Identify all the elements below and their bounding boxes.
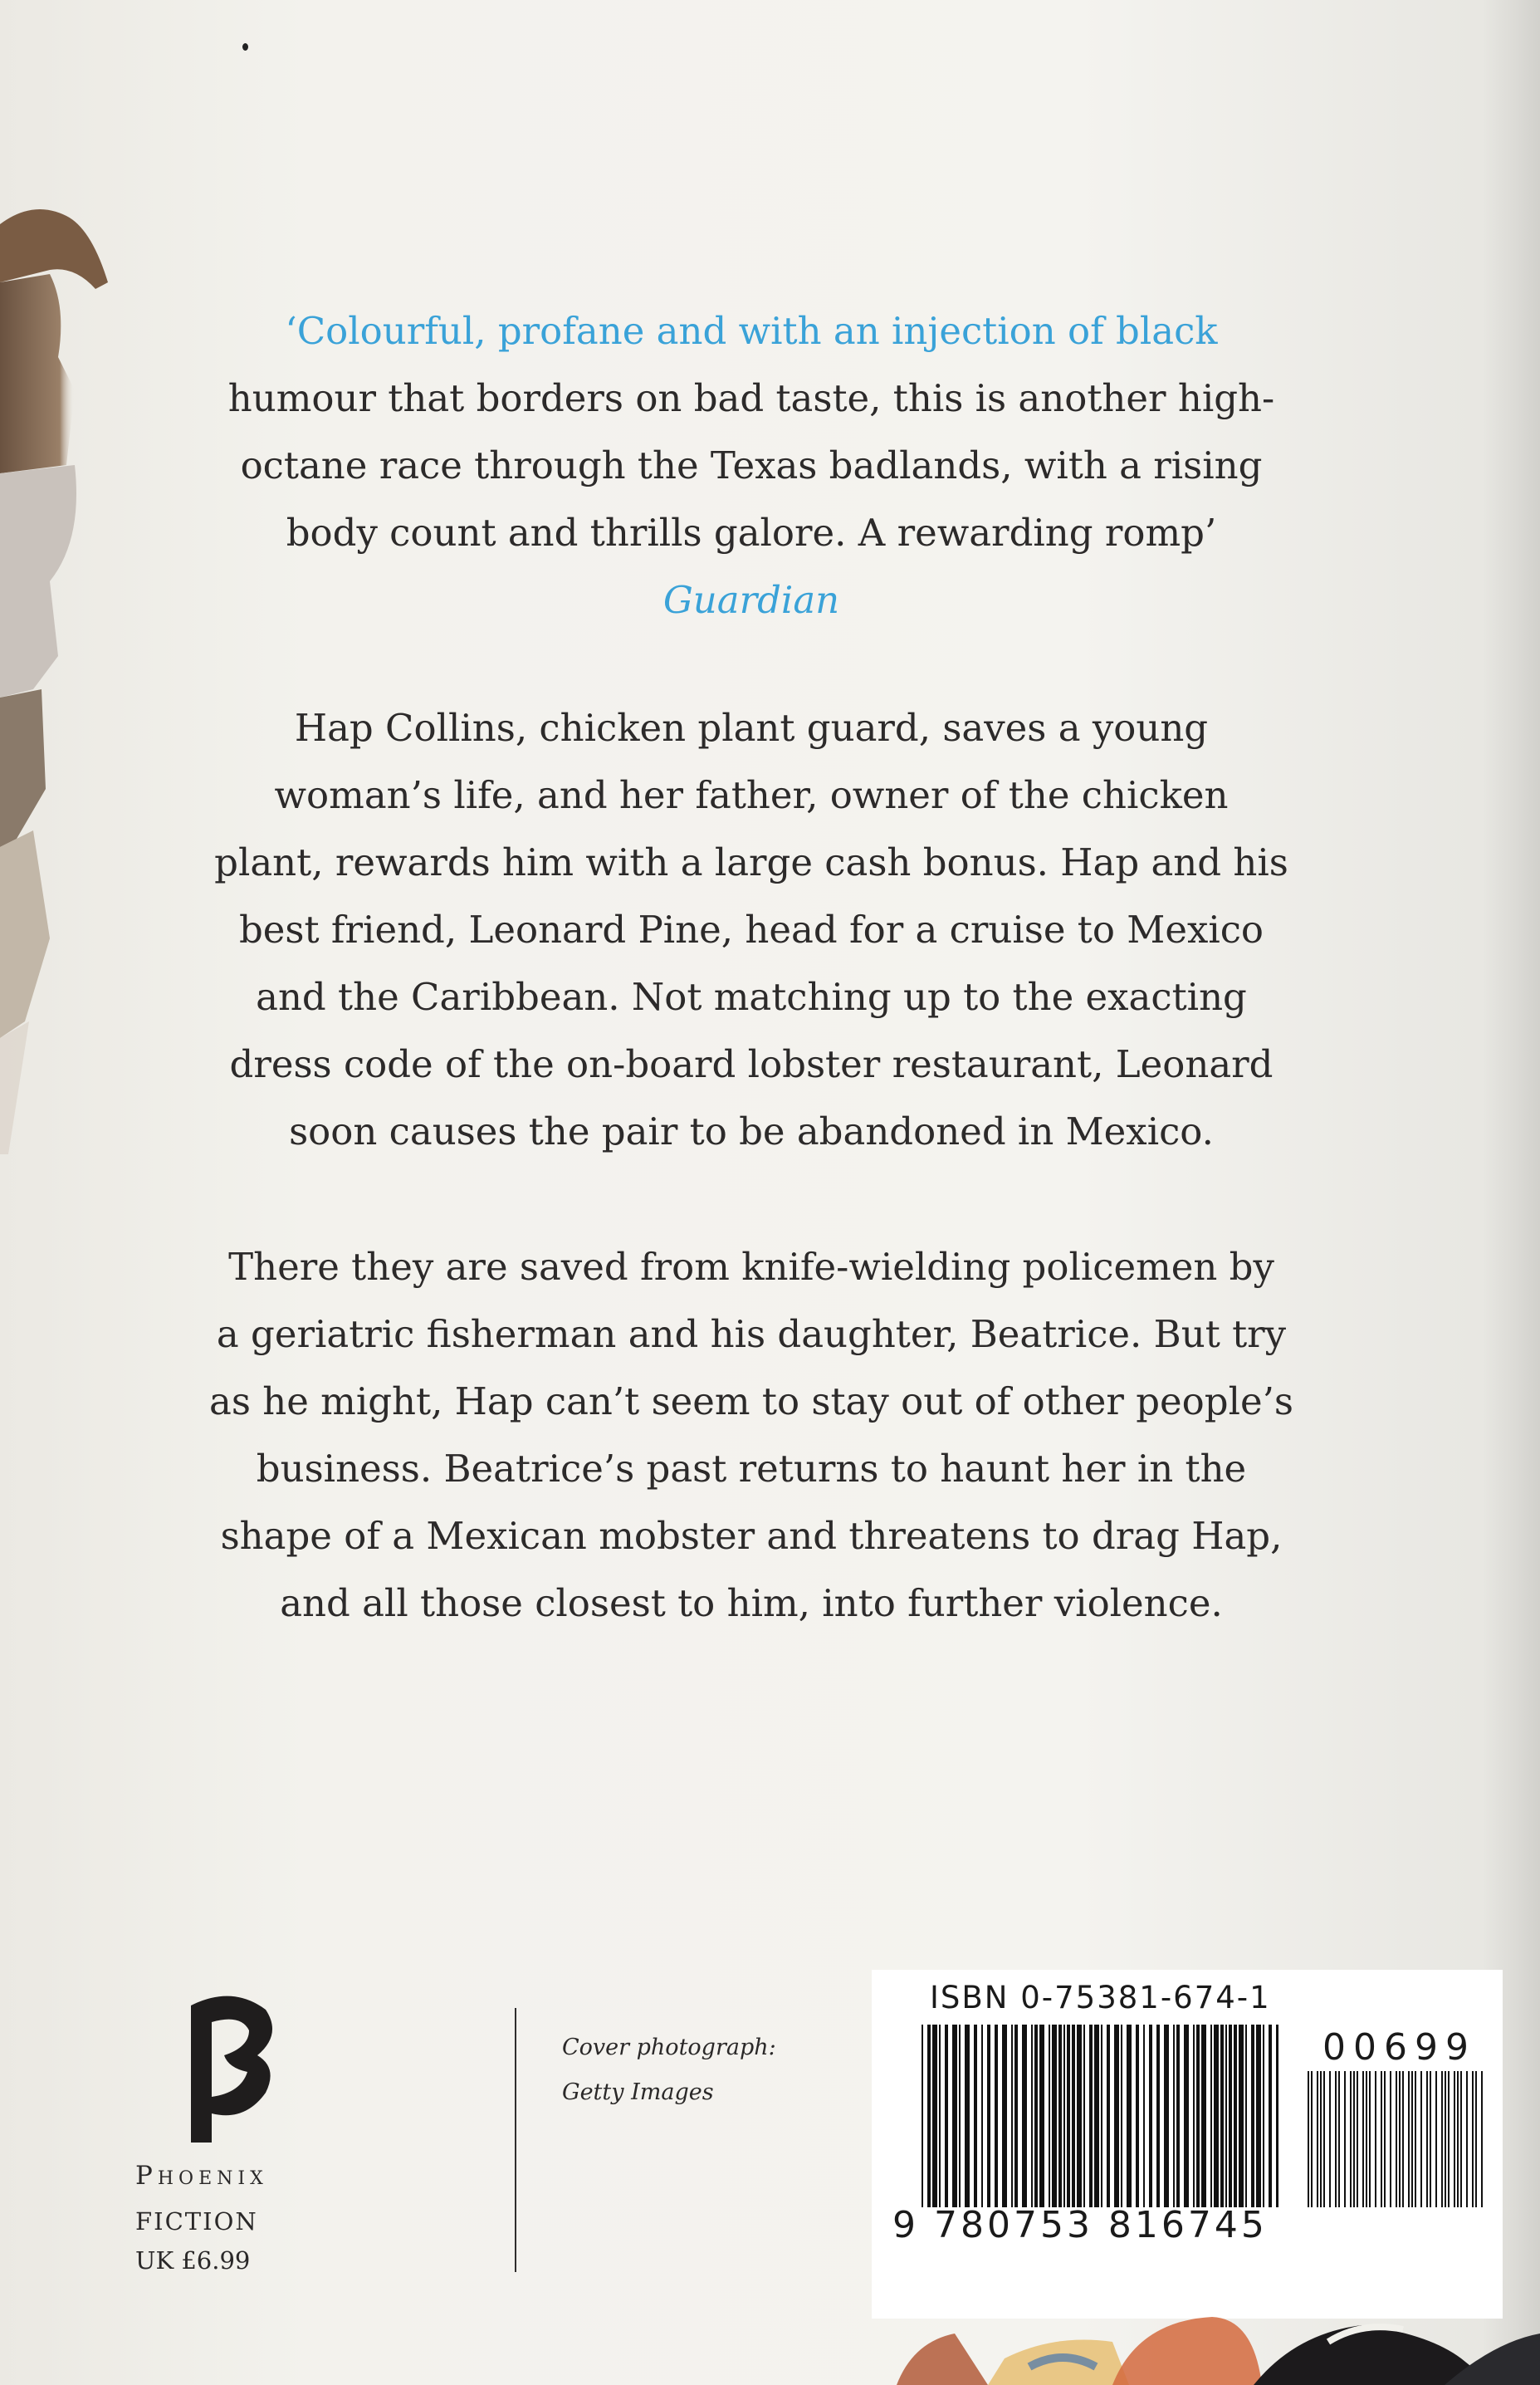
barcode-bar: [1173, 2025, 1175, 2207]
barcode-bar: [1193, 2025, 1195, 2207]
barcode-bar: [1357, 2071, 1358, 2207]
barcode-bar: [1245, 2025, 1247, 2207]
barcode-bar: [1415, 2071, 1416, 2207]
barcode-bar: [1369, 2071, 1371, 2207]
cover-credit-value: Getty Images: [562, 2079, 714, 2105]
phoenix-logo-icon: [166, 1989, 282, 2147]
barcode-bar: [1335, 2071, 1337, 2207]
review-quote: [199, 297, 1303, 634]
barcode-bar: [1435, 2071, 1437, 2207]
blurb-line: business. Beatrice’s past returns to haunt her in the: [256, 1447, 1247, 1491]
barcode-bar: [1420, 2071, 1422, 2207]
blurb-line: Hap Collins, chicken plant guard, saves a young: [294, 706, 1209, 750]
barcode-bar: [1089, 2025, 1093, 2207]
barcode-bar: [1445, 2071, 1446, 2207]
barcode-bar: [1196, 2025, 1200, 2207]
barcode-bar: [1454, 2071, 1455, 2207]
barcode-bar: [1156, 2025, 1160, 2207]
barcode-bar: [952, 2025, 957, 2207]
barcode-bar: [1058, 2025, 1062, 2207]
barcode-bar: [1107, 2025, 1110, 2207]
barcode-bar: [981, 2025, 983, 2207]
barcode-bar: [1164, 2025, 1169, 2207]
barcode-bar: [1034, 2025, 1038, 2207]
isbn-number: ISBN 0-75381-674-1: [930, 1980, 1271, 2015]
barcode-bar: [1114, 2025, 1119, 2207]
barcode-bar: [1121, 2025, 1122, 2207]
price: UK £6.99: [135, 2246, 251, 2275]
barcode-bar: [1234, 2025, 1237, 2207]
barcode-bar: [1263, 2025, 1264, 2207]
quote-line: humour that borders on bad taste, this is another high-: [227, 376, 1275, 420]
barcode-bar: [1011, 2025, 1013, 2207]
barcode-bar: [1426, 2071, 1428, 2207]
barcode-bar: [1083, 2025, 1085, 2207]
quote-line: body count and thrills galore. A rewarding romp’: [286, 511, 1217, 555]
quote-line: ‘Colourful, profane and with an injection of black: [285, 309, 1218, 353]
barcode-bar: [1384, 2071, 1386, 2207]
barcode-bar: [1201, 2025, 1206, 2207]
dust-speck: [242, 43, 248, 51]
barcode-bar: [987, 2025, 990, 2207]
blurb-line: and all those closest to him, into further violence.: [280, 1581, 1223, 1625]
barcode-bar: [932, 2025, 937, 2207]
barcode-bar: [1457, 2071, 1459, 2207]
publisher-name: Phoenix: [135, 2161, 268, 2191]
barcode-bar: [1366, 2071, 1367, 2207]
barcode-bar: [1338, 2071, 1340, 2207]
barcode-bar: [1362, 2071, 1364, 2207]
barcode-bar: [1323, 2071, 1325, 2207]
barcode-bar: [1381, 2071, 1382, 2207]
barcode-bar: [927, 2025, 931, 2207]
barcode-bar: [1136, 2025, 1139, 2207]
barcode-bar: [1311, 2071, 1313, 2207]
barcode-bar: [1052, 2025, 1057, 2207]
barcode-bar: [1430, 2071, 1431, 2207]
blurb-line: woman’s life, and her father, owner of the chicken: [274, 773, 1229, 817]
barcode-bar: [1320, 2071, 1322, 2207]
barcode-bar: [1276, 2025, 1278, 2207]
barcode-bar: [1127, 2025, 1132, 2207]
barcode-bar: [1014, 2025, 1018, 2207]
blurb-paragraph-2: [199, 1233, 1303, 1637]
corner-paint-illustration: [863, 2242, 1540, 2385]
cowboy-figure-illustration: [0, 191, 116, 1154]
barcode-bar: [1239, 2025, 1244, 2207]
barcode-bar: [1448, 2071, 1450, 2207]
barcode-bar: [1077, 2025, 1082, 2207]
blurb-line: dress code of the on-board lobster restaurant, Leonard: [229, 1042, 1274, 1086]
barcode-bar: [1329, 2071, 1331, 2207]
barcode-bar: [1353, 2071, 1355, 2207]
barcode-bar: [965, 2025, 970, 2207]
barcode-bar: [1344, 2071, 1346, 2207]
barcode-bar: [1390, 2071, 1391, 2207]
barcode-bar: [1022, 2025, 1027, 2207]
vertical-divider: [515, 2008, 516, 2272]
barcode-bar: [1396, 2071, 1397, 2207]
blurb-line: best friend, Leonard Pine, head for a cruise to Mexico: [238, 908, 1264, 952]
barcode-bar: [1481, 2071, 1483, 2207]
barcode-bar: [922, 2025, 923, 2207]
barcode-bar: [1225, 2025, 1227, 2207]
barcode-bar: [1317, 2071, 1318, 2207]
blurb-line: shape of a Mexican mobster and threatens to drag Hap,: [220, 1514, 1283, 1558]
publisher-category: FICTION: [135, 2207, 258, 2236]
barcode-bar: [1072, 2025, 1075, 2207]
blurb-line: as he might, Hap can’t seem to stay out of other people’s: [209, 1379, 1293, 1423]
barcode-bar: [1466, 2071, 1468, 2207]
barcode-bar: [1256, 2025, 1261, 2207]
barcode-bar: [1067, 2025, 1070, 2207]
blurb-line: and the Caribbean. Not matching up to the exacting: [256, 975, 1247, 1019]
barcode-bar: [939, 2025, 941, 2207]
barcode-bar: [1399, 2071, 1401, 2207]
barcode-bar: [1460, 2071, 1462, 2207]
barcode-bar: [1143, 2025, 1145, 2207]
ean-barcode: [922, 2025, 1278, 2207]
barcode-bar: [1149, 2025, 1152, 2207]
barcode-bar: [1094, 2025, 1099, 2207]
blurb-line: a geriatric fisherman and his daughter, Beatrice. But try: [216, 1312, 1287, 1356]
barcode-bar: [1210, 2025, 1212, 2207]
barcode-bar: [1308, 2071, 1309, 2207]
barcode-bar: [1049, 2025, 1050, 2207]
barcode-bar: [945, 2025, 948, 2207]
barcode-bar: [1441, 2071, 1443, 2207]
blurb-paragraph-1: [199, 694, 1303, 1165]
blurb-line: soon causes the pair to be abandoned in Mexico.: [289, 1109, 1214, 1153]
barcode-bar: [1475, 2071, 1477, 2207]
quote-line: octane race through the Texas badlands, with a rising: [240, 443, 1263, 487]
barcode-bar: [1269, 2025, 1272, 2207]
barcode-bar: [1350, 2071, 1352, 2207]
barcode-bar: [974, 2025, 977, 2207]
blurb-line: plant, rewards him with a large cash bonus. Hap and his: [214, 840, 1288, 884]
barcode-bar: [1002, 2025, 1007, 2207]
price-addon-digits: 00699: [1322, 2026, 1476, 2069]
barcode-bar: [1214, 2025, 1219, 2207]
barcode-bar: [1220, 2025, 1224, 2207]
cover-credit-label: Cover photograph:: [562, 2035, 776, 2060]
barcode-bar: [1229, 2025, 1232, 2207]
barcode-bar: [1402, 2071, 1404, 2207]
barcode-bar: [1472, 2071, 1474, 2207]
barcode-bar: [1176, 2025, 1180, 2207]
barcode-bar: [1101, 2025, 1102, 2207]
barcode-bar: [1039, 2025, 1044, 2207]
quote-source: Guardian: [662, 578, 840, 622]
barcode-bar: [1031, 2025, 1033, 2207]
addon-barcode: [1308, 2071, 1484, 2207]
barcode-bar: [959, 2025, 961, 2207]
barcode-bar: [1184, 2025, 1189, 2207]
barcode-bar: [1408, 2071, 1410, 2207]
barcode-bar: [1063, 2025, 1065, 2207]
barcode-bar: [1251, 2025, 1254, 2207]
barcode-bar: [1411, 2071, 1413, 2207]
barcode-bar: [1375, 2071, 1376, 2207]
barcode-bar: [995, 2025, 998, 2207]
ean-digits: 9 780753 816745: [892, 2204, 1268, 2246]
blurb-line: There they are saved from knife-wielding policemen by: [228, 1245, 1274, 1289]
